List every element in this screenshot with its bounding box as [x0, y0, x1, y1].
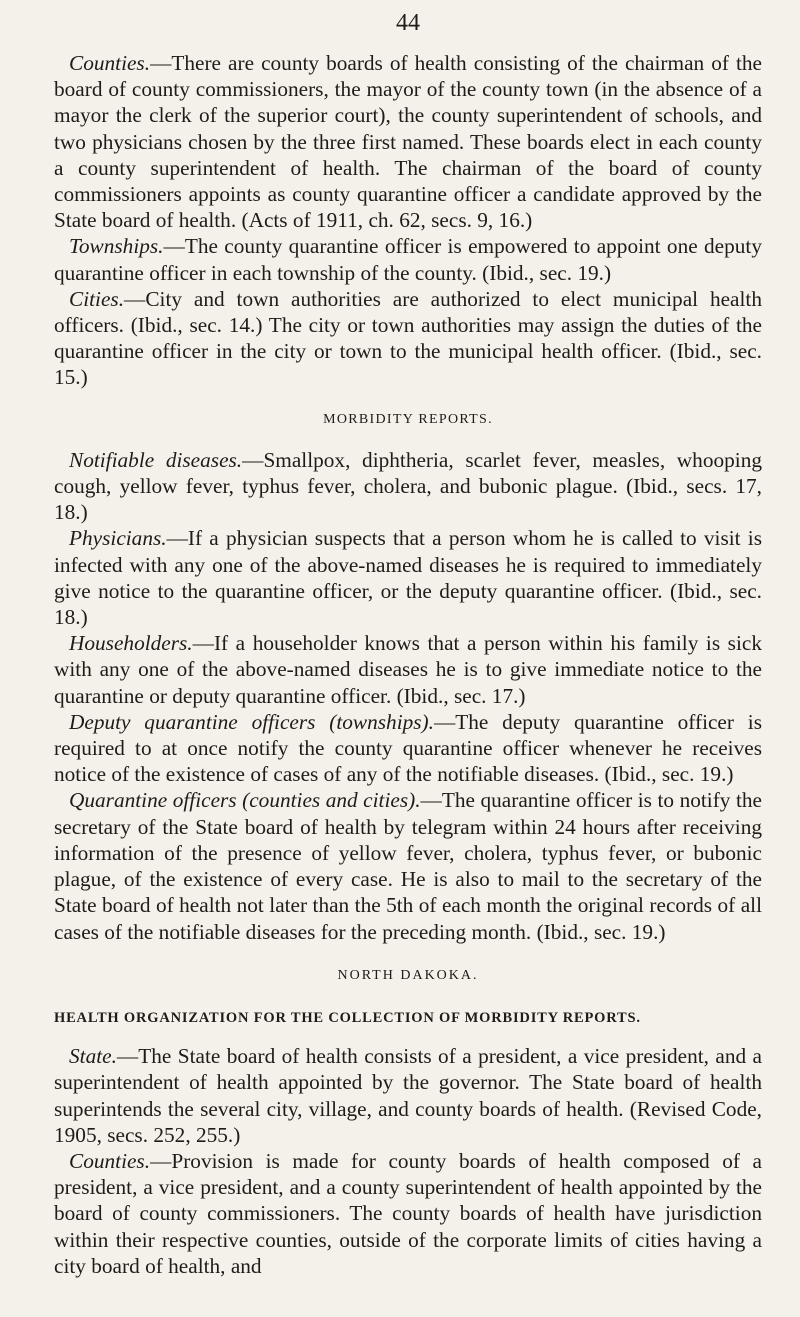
section-heading: NORTH DAKOKA. — [337, 967, 479, 983]
paragraph-lead: Quarantine officers (counties and cities). — [69, 788, 421, 813]
section-subheading: HEALTH ORGANIZATION FOR THE COLLECTION OF MORBIDITY REPORTS. — [54, 1009, 641, 1026]
paragraph-text: —If a householder knows that a person within his family is sick with any one of the above-named diseases he is to give immediate notice to the quarantine or deputy quarantine officer. (Ibid., sec. 17.) — [54, 631, 762, 708]
paragraph — [54, 709, 762, 788]
paragraph-lead: Physicians. — [69, 526, 167, 551]
paragraph — [54, 787, 762, 944]
page-number: 44 — [396, 10, 420, 36]
section-heading: MORBIDITY REPORTS. — [323, 411, 493, 427]
paragraph-lead: Counties. — [69, 1148, 151, 1173]
paragraph-text: —The quarantine officer is to notify the secretary of the State board of health by telegram within 24 hours after receiving information of the presence of yellow fever, cholera, typhus fever, or bubonic plague, of the existence of every case. He is also to mail to the secretary of the State board of health not later than the 5th of each month the original records of all cases of the notifiable diseases for the preceding month. (Ibid., sec. 19.) — [54, 788, 762, 944]
paragraph — [54, 50, 762, 233]
paragraph-lead: Counties. — [69, 51, 151, 75]
paragraph-text: —Smallpox, diphtheria, scarlet fever, measles, whooping cough, yellow fever, typhus fever, cholera, and bubonic plague. (Ibid., secs. 17, 18.) — [54, 447, 762, 525]
paragraph-lead: Householders. — [69, 631, 193, 656]
paragraph-text: —City and town authorities are authorized to elect municipal health officers. (Ibid., sec. 14.) The city or town authorities may assign the duties of the quarantine officer in the city or town to the municipal health officer. (Ibid., sec. 15.) — [54, 286, 762, 390]
paragraph — [54, 233, 762, 285]
paragraph-lead: Notifiable diseases. — [69, 447, 243, 472]
paragraph — [54, 447, 762, 526]
paragraph — [54, 525, 762, 630]
paragraph-text: —There are county boards of health consisting of the chairman of the board of county commissioners, the mayor of the county town (in the absence of a mayor the clerk of the superior court), the county superintendent of schools, and two physicians chosen by the three first named. These boards elect in each county a county superintendent of health. The chairman of the board of county commissioners appoints as county quarantine officer a candidate approved by the State board of health. (Acts of 1911, ch. 62, secs. 9, 16.) — [54, 51, 762, 233]
paragraph-lead: State. — [69, 1044, 117, 1069]
paragraph — [54, 630, 762, 709]
paragraph-text: —Provision is made for county boards of health composed of a president, a vice president, and a county superintendent of health appointed by the board of county commissioners. The county boards of health have jurisdiction within their respective counties, outside of the corporate limits of cities having a city board of health, and — [54, 1148, 762, 1278]
paragraph-text: —The county quarantine officer is empowered to appoint one deputy quarantine officer in each township of the county. (Ibid., sec. 19.) — [54, 234, 762, 285]
paragraph — [54, 286, 762, 391]
paragraph-text: —If a physician suspects that a person whom he is called to visit is infected with any one of the above-named diseases he is required to immediately give notice to the quarantine officer, or the deputy quarantine officer. (Ibid., sec. 18.) — [54, 526, 762, 630]
document-body — [54, 50, 762, 1279]
paragraph-lead: Townships. — [69, 234, 164, 259]
paragraph-text: —The State board of health consists of a president, a vice president, and a superintendent of health appointed by the governor. The State board of health superintends the several city, village, and county boards of health. (Revised Code, 1905, secs. 252, 255.) — [54, 1044, 762, 1147]
paragraph — [54, 1043, 762, 1148]
paragraph-lead: Cities. — [69, 286, 125, 311]
paragraph-lead: Deputy quarantine officers (townships). — [69, 709, 434, 734]
paragraph — [54, 1148, 762, 1279]
paragraph-text: —The deputy quarantine officer is required to at once notify the county quarantine officer whenever he receives notice of the existence of cases of any of the notifiable diseases. (Ibid., sec. 19.) — [54, 709, 762, 787]
